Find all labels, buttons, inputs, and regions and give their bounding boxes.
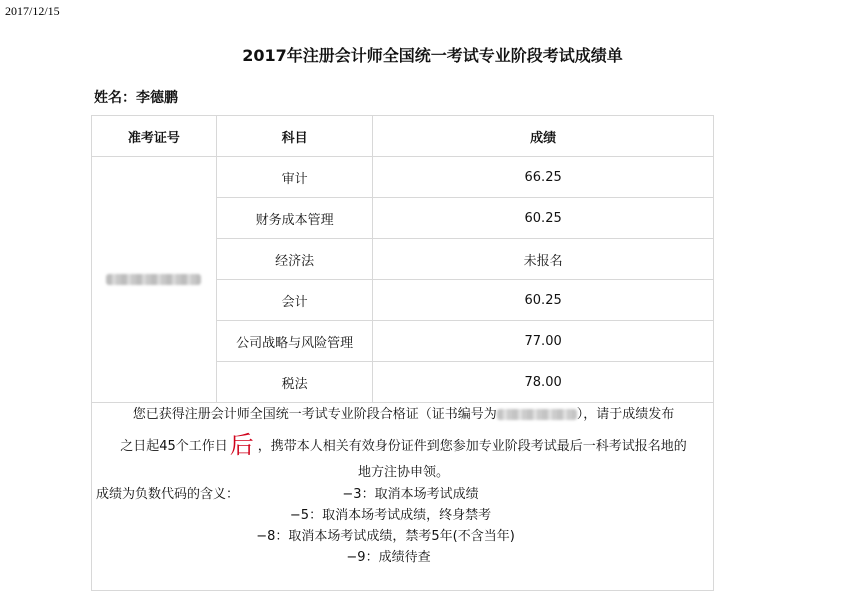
code-item: −3：取消本场考试成绩: [342, 487, 479, 502]
score-cell: 60.25: [373, 280, 714, 321]
subject-cell: 会计: [216, 280, 372, 321]
code-item: −8：取消本场考试成绩，禁考5年(不含当年): [256, 529, 515, 544]
subject-cell: 税法: [216, 362, 372, 403]
subject-cell: 经济法: [216, 239, 372, 280]
notice-text: 之日起45个工作日: [120, 439, 228, 454]
header-subject: 科目: [216, 116, 372, 157]
notice-box: [91, 402, 714, 591]
header-score: 成绩: [373, 116, 714, 157]
redacted-ticket-number: [106, 274, 201, 285]
subject-cell: 财务成本管理: [216, 198, 372, 239]
ticket-number-cell: [92, 157, 217, 403]
table-row: [92, 157, 714, 198]
notice-text: 您已获得注册会计师全国统一考试专业阶段合格证（证书编号为: [132, 407, 497, 422]
emphasis-character: 后: [229, 431, 254, 459]
score-table: [91, 115, 714, 403]
score-cell: 77.00: [373, 321, 714, 362]
codes-title: 成绩为负数代码的含义：: [96, 487, 240, 502]
print-date: 2017/12/15: [5, 4, 60, 18]
score-cell: 66.25: [373, 157, 714, 198]
header-ticket-number: 准考证号: [92, 116, 217, 157]
subject-cell: 审计: [216, 157, 372, 198]
table-header-row: [92, 116, 714, 157]
candidate-name: 姓名：李德鹏: [94, 90, 178, 106]
notice-line-1: [96, 404, 711, 426]
notice-line-2: [96, 431, 711, 459]
notice-text: ，携带本人相关有效身份证件到您参加专业阶段考试最后一科考试报名地的: [257, 439, 687, 454]
score-cell: 78.00: [373, 362, 714, 403]
code-item: −9：成绩待查: [346, 550, 431, 565]
notice-text: ），请于成绩发布: [576, 407, 675, 422]
redacted-certificate-number: [497, 409, 577, 420]
score-cell: 60.25: [373, 198, 714, 239]
code-item: −5：取消本场考试成绩，终身禁考: [289, 508, 492, 523]
score-cell: 未报名: [373, 239, 714, 280]
page-title: 2017年注册会计师全国统一考试专业阶段考试成绩单: [242, 46, 623, 65]
subject-cell: 公司战略与风险管理: [216, 321, 372, 362]
notice-line-3: 地方注协申领。: [357, 465, 449, 480]
